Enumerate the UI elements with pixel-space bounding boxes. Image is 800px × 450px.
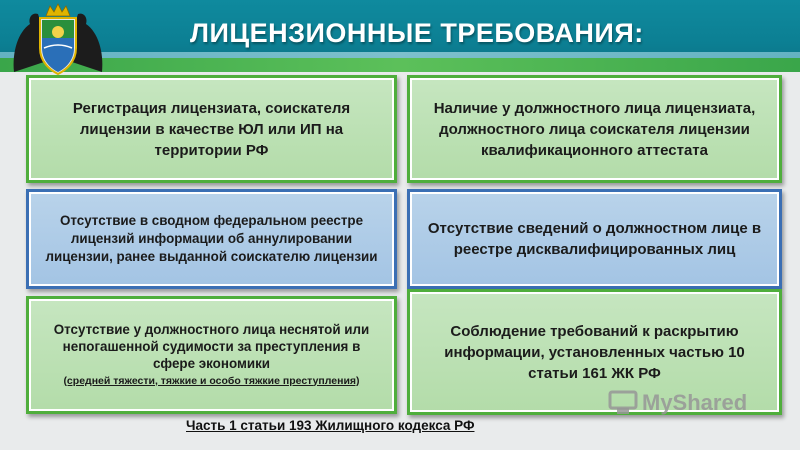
requirement-box-registration — [26, 75, 397, 183]
requirement-text: Регистрация лицензиата, соискателя лицензии в качестве ЮЛ или ИП на территории РФ — [72, 99, 351, 159]
requirement-box-certificate — [407, 75, 782, 183]
requirement-text: Наличие у должностного лица лицензиата, должностного лица соискателя лицензии квалификационного аттестата — [433, 99, 756, 159]
watermark-text: MyShared — [642, 390, 748, 415]
watermark — [608, 388, 747, 418]
requirement-text: Отсутствие у должностного лица неснятой или непогашенной судимости за преступления в сфере экономики — [53, 321, 370, 371]
myshared-logo-icon — [608, 390, 638, 416]
legal-reference: Часть 1 статьи 193 Жилищного кодекса РФ — [186, 418, 475, 433]
header-green-stripe — [0, 58, 800, 72]
requirement-text: Отсутствие сведений о должностном лице в реестре дисквалифицированных лиц — [427, 220, 762, 258]
requirement-box-criminal-record — [26, 296, 397, 414]
requirement-text: Отсутствие в сводном федеральном реестре лицензий информации об аннулировании лицензии, ранее выданной соискателю лицензии — [45, 213, 378, 264]
page-title: ЛИЦЕНЗИОННЫЕ ТРЕБОВАНИЯ: — [190, 18, 644, 48]
requirement-box-disqualification — [407, 189, 782, 289]
requirement-text: Соблюдение требований к раскрытию информации, установленных частью 10 статьи 161 ЖК РФ — [444, 322, 745, 382]
coat-of-arms-icon — [10, 2, 106, 78]
requirement-box-license-registry — [26, 189, 397, 289]
requirement-note: (средней тяжести, тяжкие и особо тяжкие преступления) — [63, 374, 360, 387]
